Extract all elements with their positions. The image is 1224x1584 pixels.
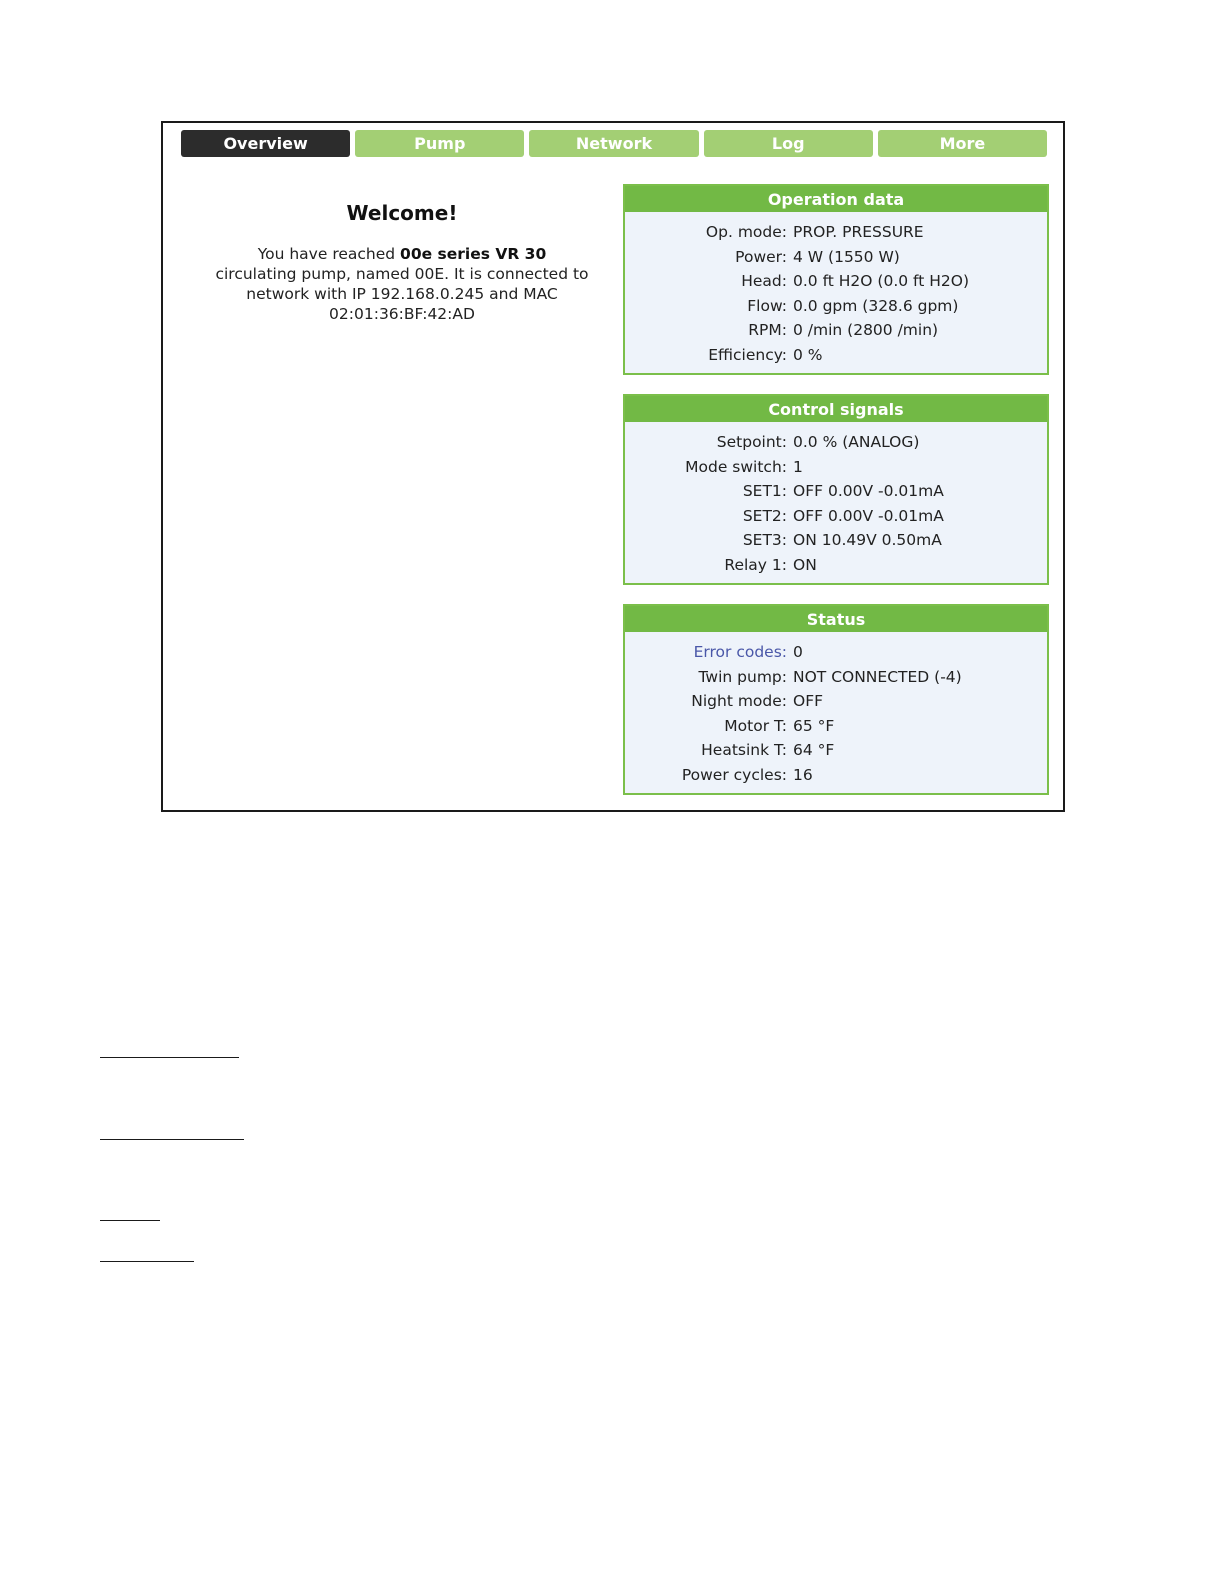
operation-data-body (625, 212, 1047, 373)
relay1-label: Relay 1: (724, 555, 787, 574)
tab-bar (181, 130, 1047, 158)
operation-data-title: Operation data (625, 186, 1047, 212)
status-title: Status (625, 606, 1047, 632)
head-label: Head: (741, 272, 787, 290)
power-cycles-row (625, 763, 1047, 788)
control-signals-body (625, 422, 1047, 583)
power-row (625, 245, 1047, 270)
blank-line-1 (100, 1057, 239, 1058)
night-mode-value: OFF (793, 692, 824, 710)
motor-temp-label: Motor T: (724, 716, 787, 735)
night-mode-row (625, 689, 1047, 714)
heatsink-temp-row (625, 738, 1047, 763)
mode-switch-row (625, 455, 1047, 480)
control-signals-title: Control signals (625, 396, 1047, 422)
op-mode-value: PROP. PRESSURE (793, 223, 924, 241)
flow-row (625, 294, 1047, 319)
welcome-section (193, 201, 611, 324)
relay1-value: ON (793, 555, 817, 574)
motor-temp-row (625, 714, 1047, 739)
welcome-title: Welcome! (346, 201, 458, 225)
blank-line-2 (100, 1139, 244, 1140)
status-panel (623, 604, 1049, 795)
rpm-row (625, 318, 1047, 343)
op-mode-row (625, 220, 1047, 245)
welcome-text-post: circulating pump, named 00E. It is connected to network with IP 192.168.0.245 and MAC 02:01:36:BF:42:AD (215, 265, 589, 323)
set3-label: SET3: (742, 531, 787, 549)
rpm-value: 0 /min (2800 /min) (793, 321, 939, 339)
heatsink-temp-label: Heatsink T: (701, 741, 787, 759)
relay1-row (625, 553, 1047, 578)
set3-value: ON 10.49V 0.50mA (793, 531, 942, 549)
head-row (625, 269, 1047, 294)
efficiency-label: Efficiency: (708, 345, 787, 364)
pump-model: 00e series VR 30 (400, 245, 547, 263)
operation-data-panel (623, 184, 1049, 375)
motor-temp-value: 65 °F (793, 716, 835, 735)
blank-line-3 (100, 1220, 160, 1221)
pump-web-interface (161, 121, 1065, 812)
power-cycles-value: 16 (793, 765, 813, 784)
tab-overview[interactable]: Overview (181, 130, 350, 157)
set2-row (625, 504, 1047, 529)
control-signals-panel (623, 394, 1049, 585)
night-mode-label: Night mode: (691, 692, 787, 710)
set3-row (625, 528, 1047, 553)
set1-value: OFF 0.00V -0.01mA (793, 482, 944, 500)
tab-more[interactable]: More (878, 130, 1047, 157)
mode-switch-label: Mode switch: (685, 457, 787, 476)
error-codes-row (625, 640, 1047, 665)
power-cycles-label: Power cycles: (681, 765, 787, 784)
flow-label: Flow: (747, 296, 787, 315)
twin-pump-value: NOT CONNECTED (-4) (793, 667, 962, 686)
tab-log[interactable]: Log (704, 130, 873, 157)
setpoint-row (625, 430, 1047, 455)
status-body (625, 632, 1047, 793)
efficiency-value: 0 % (793, 345, 823, 364)
mode-switch-value: 1 (793, 457, 803, 476)
welcome-text (193, 244, 611, 324)
twin-pump-row (625, 665, 1047, 690)
error-codes-value: 0 (793, 643, 803, 661)
setpoint-label: Setpoint: (716, 433, 787, 451)
heatsink-temp-value: 64 °F (793, 741, 835, 759)
op-mode-label: Op. mode: (705, 223, 787, 241)
set1-label: SET1: (742, 482, 787, 500)
blank-line-4 (100, 1261, 194, 1262)
error-codes-link[interactable]: Error codes: (693, 643, 787, 661)
tab-pump[interactable]: Pump (355, 130, 524, 157)
set1-row (625, 479, 1047, 504)
head-value: 0.0 ft H2O (0.0 ft H2O) (793, 272, 969, 290)
setpoint-value: 0.0 % (ANALOG) (793, 433, 920, 451)
welcome-text-pre: You have reached (257, 245, 401, 263)
set2-label: SET2: (742, 506, 787, 525)
set2-value: OFF 0.00V -0.01mA (793, 506, 944, 525)
flow-value: 0.0 gpm (328.6 gpm) (793, 296, 959, 315)
efficiency-row (625, 343, 1047, 368)
rpm-label: RPM: (748, 321, 787, 339)
tab-network[interactable]: Network (529, 130, 698, 157)
power-value: 4 W (1550 W) (793, 247, 900, 266)
twin-pump-label: Twin pump: (698, 667, 787, 686)
power-label: Power: (735, 247, 787, 266)
